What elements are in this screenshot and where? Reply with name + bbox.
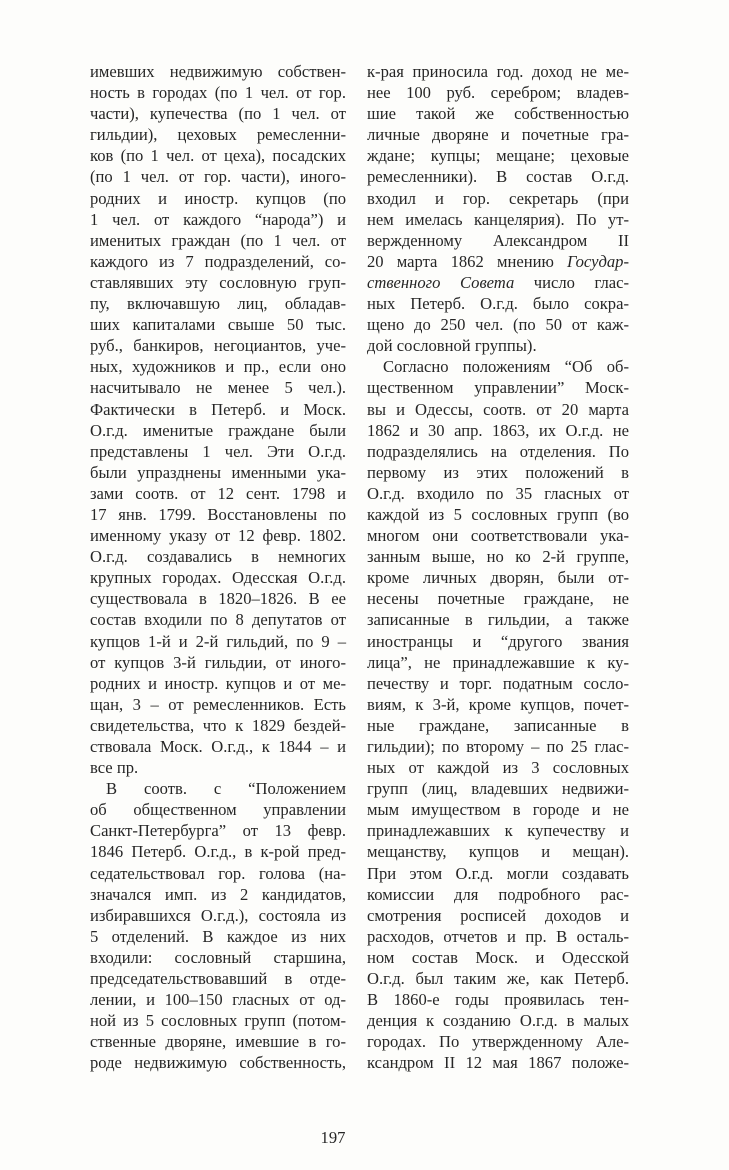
text-line: ственные дворяне, имевшие в го- [90, 1032, 346, 1052]
text-line: ном состав Моск. и Одесской [367, 947, 629, 967]
text-line: О.г.д. входило по 35 гласных от [367, 483, 629, 503]
text-line: существовала в 1820–1826. В ее [90, 589, 346, 609]
text-line: щан, 3 – от ремесленников. Есть [90, 694, 346, 714]
text-line: входили: сословный старшина, [90, 947, 346, 967]
text-line: ков (по 1 чел. от цеха), посадских [90, 146, 346, 166]
text-line: ксандром II 12 мая 1867 положе- [367, 1053, 629, 1073]
text-line: О.г.д. был таким же, как Петерб. [367, 969, 629, 989]
text-line: каждой из 5 сословных групп (во [367, 504, 629, 524]
text-line: лица”, не принадлежавшие к ку- [367, 652, 629, 672]
text-line: ных Петерб. О.г.д. было сокра- [367, 294, 629, 314]
text-line: были упразднены именными ука- [90, 462, 346, 482]
text-line: 1 чел. от каждого “народа”) и [90, 209, 346, 229]
italic-text: ственного Совета [367, 272, 515, 292]
text-line: иностранцы и “другого звания [367, 631, 629, 651]
text-line: ные граждане, записанные в [367, 715, 629, 735]
text-line: Санкт-Петербурга” от 13 февр. [90, 821, 346, 841]
text-line: многом они соответствовали ука- [367, 526, 629, 546]
text-line: печеству и торг. податным сосло- [367, 673, 629, 693]
text-line: личные дворяне и почетные гра- [367, 125, 629, 145]
text-line: крупных городах. Одесская О.г.д. [90, 568, 346, 588]
text-line: значался имп. из 2 кандидатов, [90, 884, 346, 904]
text-line: 17 янв. 1799. Восстановлены по [90, 504, 346, 524]
text-line: занным выше, но ко 2-й группе, [367, 547, 629, 567]
text-line: ших капиталами свыше 50 тыс. [90, 315, 346, 335]
text-line: нем имелась канцелярия). По ут- [367, 209, 629, 229]
text-line: председательствовавший в отде- [90, 969, 346, 989]
text-line: принадлежавших к купечеству и [367, 821, 629, 841]
text-line: Фактически в Петерб. и Моск. [90, 399, 346, 419]
text-line: комиссии для подробного рас- [367, 884, 629, 904]
text-line: ных, художников и пр., если оно [90, 357, 346, 377]
text-line: ных от каждой из 3 сословных [367, 758, 629, 778]
text-line: купцов 1-й и 2-й гильдий, по 9 – [90, 631, 346, 651]
italic-text: Государ- [567, 251, 629, 271]
text-line: городах. По утвержденному Але- [367, 1032, 629, 1052]
text-segment: число глас- [514, 272, 629, 292]
text-line: 1846 Петерб. О.г.д., в к-рой пред- [90, 842, 346, 862]
text-line: ной из 5 сословных групп (потом- [90, 1011, 346, 1031]
text-line: щено до 250 чел. (по 50 от каж- [367, 315, 629, 335]
text-line: щественном управлении” Моск- [367, 378, 629, 398]
text-line: первому из этих положений в [367, 462, 629, 482]
text-line: вы и Одессы, соотв. от 20 марта [367, 399, 629, 419]
text-line: все пр. [90, 758, 139, 778]
page-number: 197 [320, 1128, 346, 1147]
text-line: 5 отделений. В каждое из них [90, 926, 346, 946]
text-line: ность в городах (по 1 чел. от гор. [90, 83, 346, 103]
text-line: имевших недвижимую собствен- [90, 62, 346, 81]
text-line: ставлявших эту сословную груп- [90, 272, 346, 292]
text-line: записанные в гильдии, а также [367, 610, 629, 630]
text-line: избиравшихся О.г.д.), состояла из [90, 905, 346, 925]
text-line: групп (лиц, владевших недвижи- [367, 779, 629, 799]
text-line: родних и иностр. купцов и от ме- [90, 673, 346, 693]
text-column-right [367, 61, 629, 1074]
text-line: входил и гор. секретарь (при [367, 188, 629, 208]
text-line: от купцов 3-й гильдии, от иного- [90, 652, 346, 672]
text-line: ждане; купцы; мещане; цеховые [367, 146, 629, 166]
text-line: пу, включавшую лиц, обладав- [90, 294, 346, 314]
text-line: именному указу от 12 февр. 1802. [90, 526, 346, 546]
text-line: ремесленники). В состав О.г.д. [367, 167, 629, 187]
text-line: мым имуществом в городе и не [367, 800, 629, 820]
text-line: 1862 и 30 апр. 1863, их О.г.д. не [367, 420, 629, 440]
text-line: именитых граждан (по 1 чел. от [90, 230, 346, 250]
text-line: мещанству, купцов и мещан). [367, 842, 629, 862]
text-line: каждого из 7 подразделений, со- [90, 251, 346, 271]
text-line: об общественном управлении [90, 800, 346, 820]
text-line: дой сословной группы). [367, 336, 537, 356]
text-line: шие такой же собственностью [367, 104, 629, 124]
text-line: гильдии); по второму – по 25 глас- [367, 737, 629, 756]
text-line: части), купечества (по 1 чел. от [90, 104, 346, 124]
text-line: насчитывало не менее 5 чел.). [90, 378, 346, 398]
text-line: При этом О.г.д. могли создавать [367, 863, 629, 883]
text-line: нее 100 руб. серебром; владев- [367, 83, 629, 103]
text-column-left [90, 61, 346, 1074]
text-line: смотрения росписей доходов и [367, 905, 629, 925]
text-line: состав входили по 8 депутатов от [90, 610, 346, 630]
text-line: родних и иностр. купцов (по [90, 188, 346, 208]
text-line: В соотв. с “Положением [106, 779, 346, 799]
text-line: подразделялись на отделения. По [367, 441, 629, 461]
text-line: ствовала Моск. О.г.д., к 1844 – и [90, 737, 346, 756]
text-line: Согласно положениям “Об об- [383, 357, 629, 377]
text-line: В 1860-е годы проявилась тен- [367, 990, 629, 1010]
text-line: к-рая приносила год. доход не ме- [367, 62, 629, 81]
text-line: кроме личных дворян, были от- [367, 568, 629, 588]
text-line [367, 251, 629, 272]
text-line: О.г.д. именитые граждане были [90, 420, 346, 440]
text-line: лении, и 100–150 гласных от од- [90, 990, 346, 1010]
text-line: расходов, отчетов и пр. В осталь- [367, 926, 629, 946]
text-line: виям, к 3-й, кроме купцов, почет- [367, 694, 629, 714]
text-line: несены почетные граждане, не [367, 589, 629, 609]
text-line: денция к созданию О.г.д. в малых [367, 1011, 629, 1031]
text-line: зами соотв. от 12 сент. 1798 и [90, 483, 346, 503]
text-line [367, 272, 629, 293]
text-line: гильдии), цеховых ремесленни- [90, 125, 346, 145]
text-line: седательствовал гор. голова (на- [90, 863, 346, 883]
text-line: вержденному Александром II [367, 230, 629, 250]
text-line: руб., банкиров, негоциантов, уче- [90, 336, 346, 356]
text-line: представлены 1 чел. Эти О.г.д. [90, 441, 346, 461]
text-line: свидетельства, что к 1829 бездей- [90, 715, 346, 735]
text-segment: 20 марта 1862 мнению [367, 251, 568, 271]
text-line: О.г.д. создавались в немногих [90, 547, 346, 567]
text-line: роде недвижимую собственность, [90, 1053, 346, 1073]
text-line: (по 1 чел. от гор. части), иного- [90, 167, 346, 187]
